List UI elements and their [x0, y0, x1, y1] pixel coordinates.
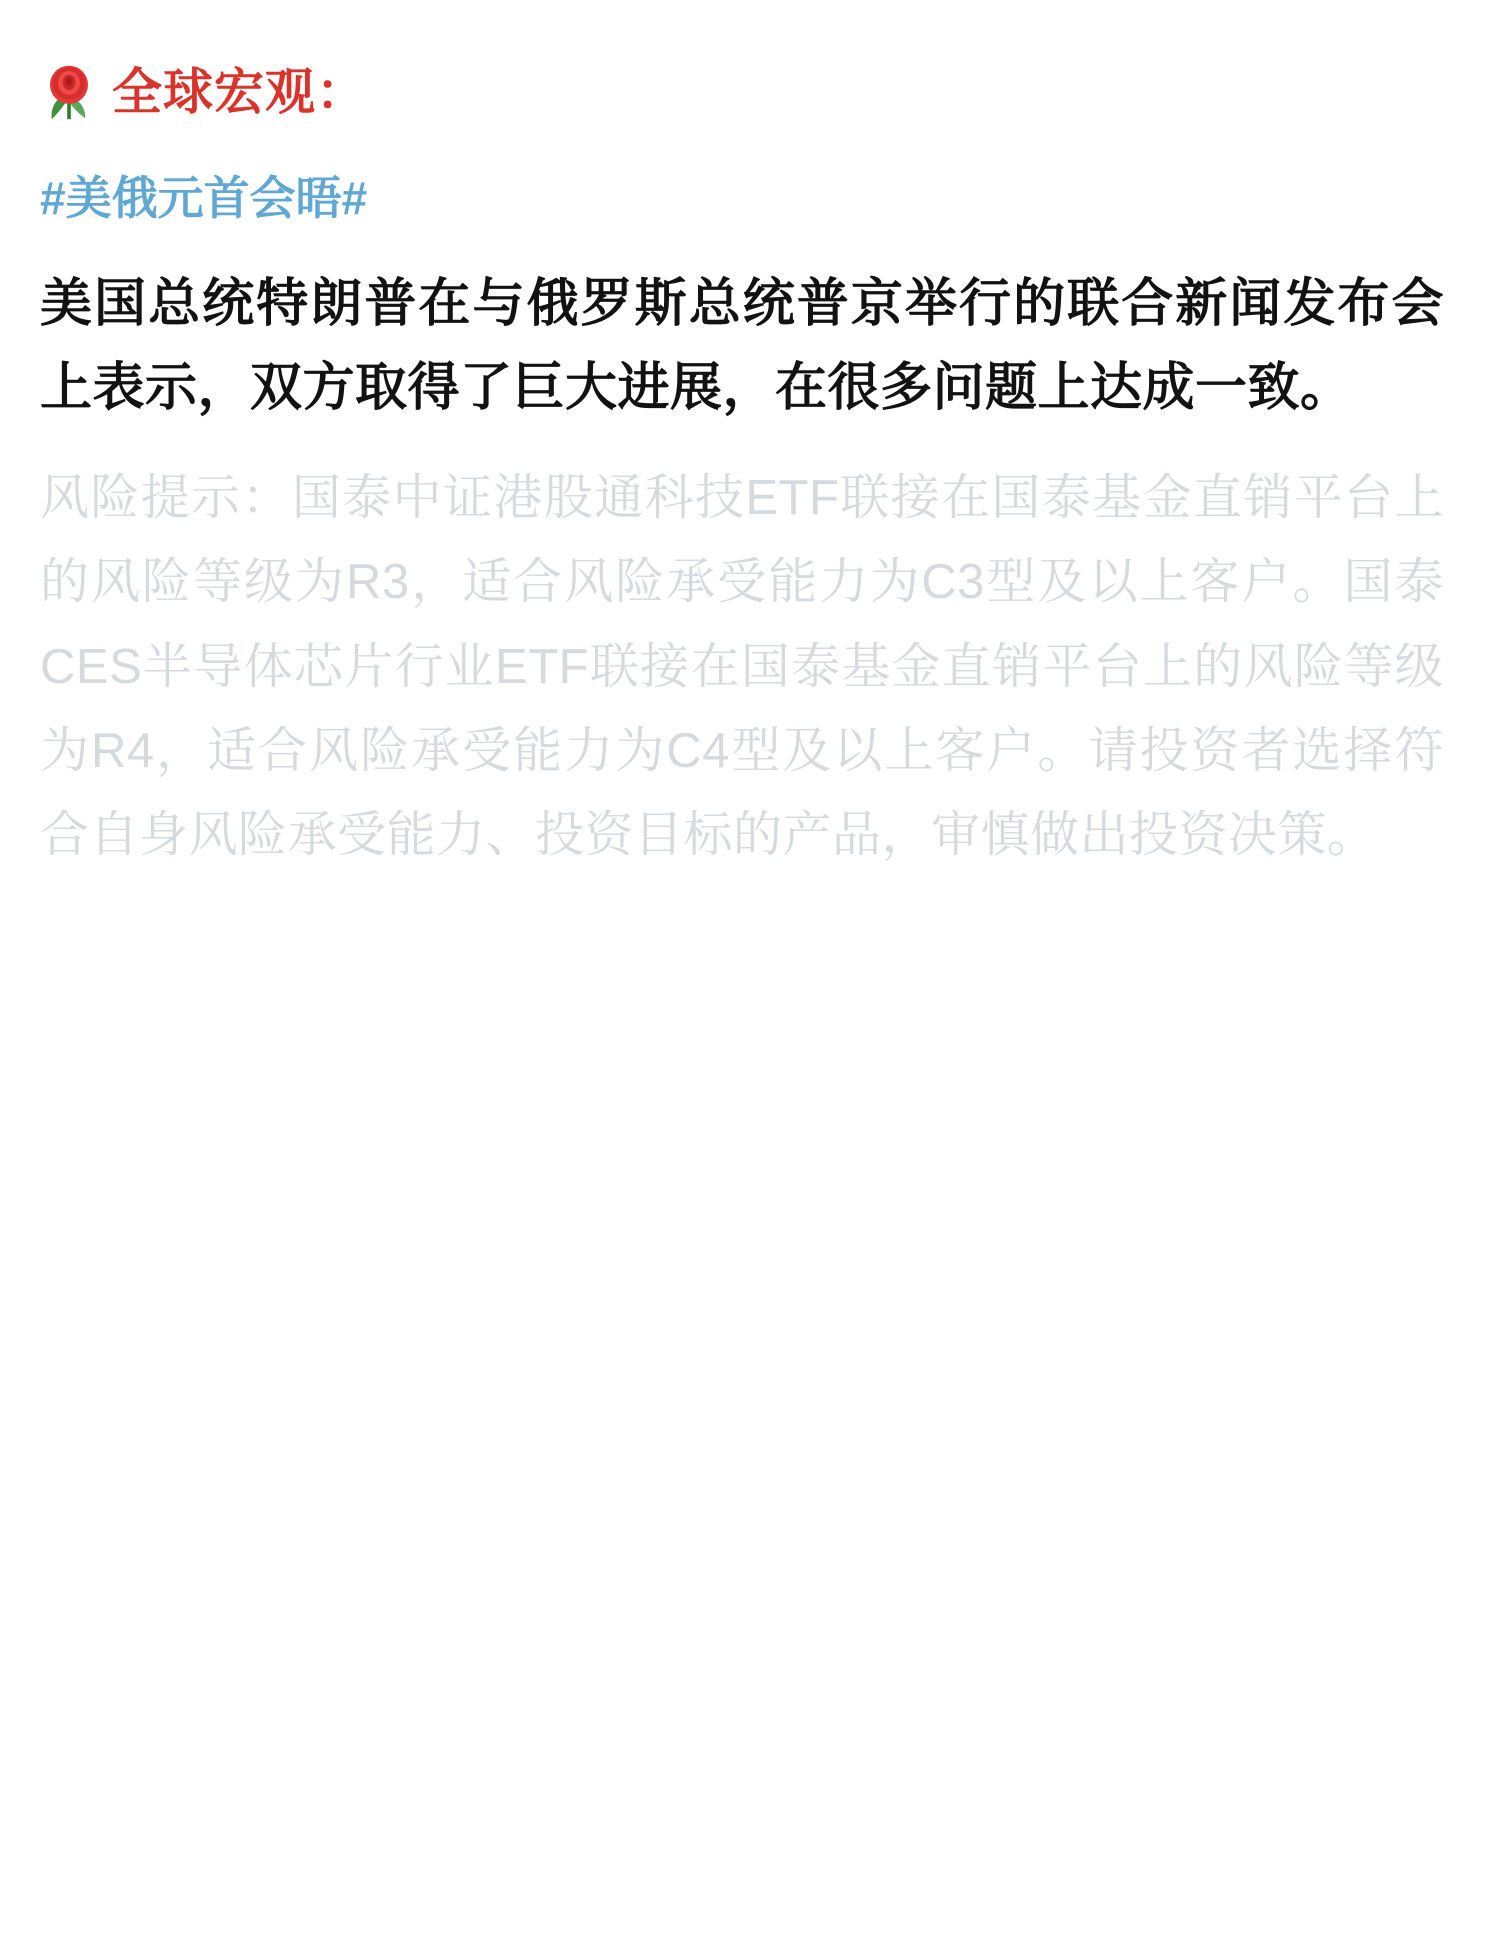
risk-disclaimer: 风险提示：国泰中证港股通科技ETF联接在国泰基金直销平台上的风险等级为R3，适合风险承受能力为C3型及以上客户。国泰CES半导体芯片行业ETF联接在国泰基金直销平台上的风险等级为R4，适合风险承受能力为C4型及以上客户。请投资者选择符合自身风险承受能力、投资目标的产品，审慎做出投资决策。 — [40, 470, 1444, 863]
rose-icon — [40, 60, 98, 124]
section-heading — [40, 60, 1444, 124]
section-heading-label: 全球宏观： — [112, 64, 367, 120]
topic-hashtag-link[interactable]: #美俄元首会晤# — [40, 172, 368, 224]
body-paragraph: 美国总统特朗普在与俄罗斯总统普京举行的联合新闻发布会上表示，双方取得了巨大进展，在很多问题上达成一致。 — [40, 274, 1444, 417]
